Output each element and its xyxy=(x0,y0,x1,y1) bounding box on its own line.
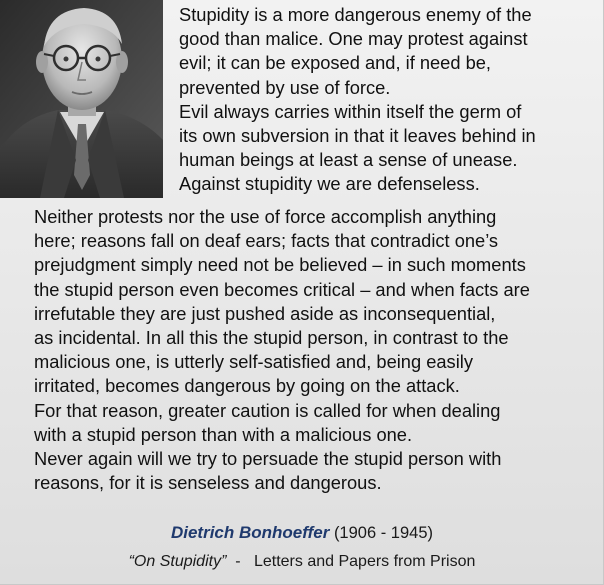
author-portrait xyxy=(0,0,163,198)
quote-intro xyxy=(179,3,597,197)
quote-line: Neither protests nor the use of force accomplish anything xyxy=(34,206,497,227)
author-name: Dietrich Bonhoeffer xyxy=(170,523,330,542)
quote-line: good than malice. One may protest against xyxy=(179,28,528,50)
quote-line: prejudgment simply need not be believed – in such moments xyxy=(34,254,526,276)
author-dates: (1906 - 1945) xyxy=(333,524,434,542)
attribution xyxy=(0,522,604,544)
quote-line: Never again will we try to persuade the stupid person with xyxy=(34,448,502,470)
quote-line: Against stupidity we are defenseless. xyxy=(179,173,480,195)
work-title: “On Stupidity” xyxy=(128,553,227,570)
quote-line: Stupidity is a more dangerous enemy of the xyxy=(179,4,532,25)
quote-line: evil; it can be exposed and, if need be, xyxy=(179,52,492,74)
source-citation xyxy=(0,551,604,573)
quote-line: here; reasons fall on deaf ears; facts that contradict one’s xyxy=(34,230,499,252)
citation-separator: - xyxy=(235,553,241,570)
quote-line: its own subversion in that it leaves behind in xyxy=(179,125,536,147)
quote-line: human beings at least a sense of unease. xyxy=(179,149,518,171)
quote-line: reasons, for it is senseless and dangerous. xyxy=(34,472,382,494)
quote-line: Evil always carries within itself the germ of xyxy=(179,100,522,122)
quote-line: irritated, becomes dangerous by going on the attack. xyxy=(34,375,460,397)
quote-line: For that reason, greater caution is called for when dealing xyxy=(34,399,501,421)
quote-body xyxy=(34,205,600,495)
quote-line: as incidental. In all this the stupid person, in contrast to the xyxy=(34,327,509,349)
book-title: Letters and Papers from Prison xyxy=(253,553,476,570)
quote-line: malicious one, is utterly self-satisfied and, being easily xyxy=(34,351,473,373)
quote-line: prevented by use of force. xyxy=(179,76,391,98)
quote-line: with a stupid person than with a malicious one. xyxy=(34,423,413,445)
quote-line: the stupid person even becomes critical – and when facts are xyxy=(34,278,530,300)
quote-line: irrefutable they are just pushed aside as inconsequential, xyxy=(34,302,496,324)
